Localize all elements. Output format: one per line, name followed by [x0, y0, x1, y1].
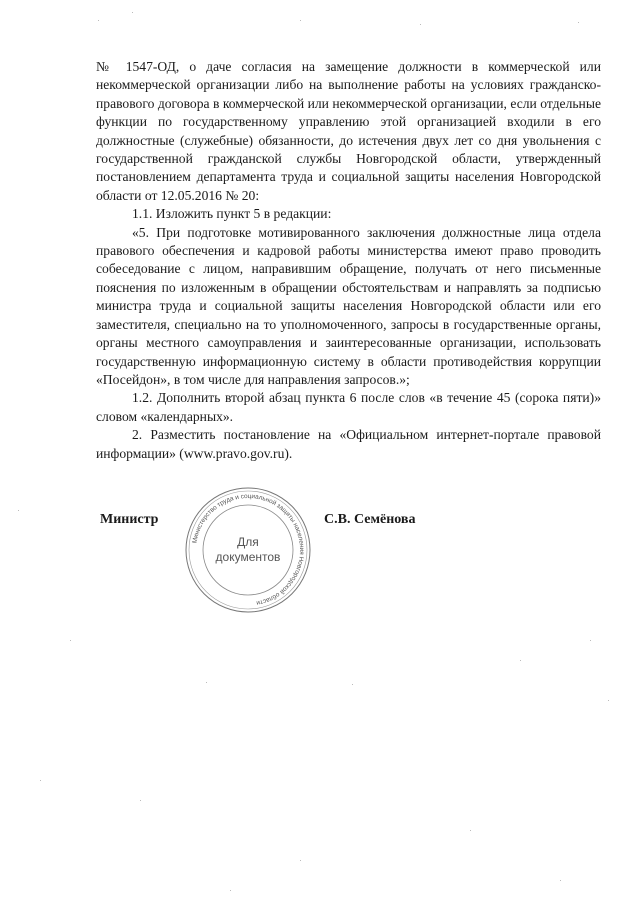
scan-speck — [300, 20, 301, 21]
scan-speck — [590, 640, 591, 641]
scan-speck — [140, 800, 141, 801]
seal-ring-text: Министерство труда и социальной защиты населения Новгородской области — [191, 492, 306, 607]
paragraph-clause-5: «5. При подготовке мотивированного заключения должностные лица отдела правового обеспечения и кадровой работы министерства имеют право проводить собеседование с лицом, направившим обращение, получать от него письменные пояснения по изложенным в обращении обстоятельствам и направлять за подписью министра труда и социальной защиты населения Новгородской области или его заместителя, специально на то уполномоченного, запросы в государственные органы, органы местного самоуправления и заинтересованные организации, использовать государственную информационную систему в области противодействия коррупции «Посейдон», в том числе для направления запросов.»; — [96, 224, 601, 387]
seal-center-line-2: документов — [215, 550, 281, 564]
scan-speck — [608, 700, 609, 701]
scan-speck — [470, 830, 471, 831]
paragraph-intro: № 1547-ОД, о даче согласия на замещение должности в коммерческой или некоммерческой организации либо на выполнение работы на условиях гражданско-правового договора в коммерческой или некоммерческой организации, если отдельные функции по государственному управлению этой организацией входили в его должностные (служебные) обязанности, до истечения двух лет со дня увольнения с государственной гражданской службы Новгородской области, утвержденный постановлением департамента труда и социальной защиты населения Новгородской области от 12.05.2016 № 20: — [96, 59, 601, 203]
scan-speck — [18, 510, 19, 511]
seal-center-line-1: Для — [237, 535, 259, 549]
scan-speck — [206, 682, 207, 683]
signer-name: С.В. Семёнова — [324, 512, 416, 527]
scan-speck — [230, 890, 231, 891]
scan-speck — [40, 780, 41, 781]
paragraph-1-1: 1.1. Изложить пункт 5 в редакции: — [132, 206, 332, 222]
paragraph-1-2: 1.2. Дополнить второй абзац пункта 6 после слов «в течение 45 (сорока пяти)» словом «календарных». — [96, 390, 601, 424]
scan-speck — [520, 660, 521, 661]
signer-title: Министр — [100, 512, 159, 527]
scan-speck — [578, 22, 579, 23]
document-body — [96, 58, 601, 463]
scan-speck — [70, 640, 71, 641]
signature-block — [96, 492, 601, 662]
scan-speck — [560, 880, 561, 881]
scan-speck — [300, 860, 301, 861]
scan-speck — [420, 24, 421, 25]
scan-speck — [132, 12, 133, 13]
paragraph-2: 2. Разместить постановление на «Официальном интернет-портале правовой информации» (www.pravo.gov.ru). — [96, 427, 601, 461]
official-seal-icon — [178, 480, 318, 620]
scan-speck — [352, 684, 353, 685]
scan-speck — [98, 20, 99, 21]
